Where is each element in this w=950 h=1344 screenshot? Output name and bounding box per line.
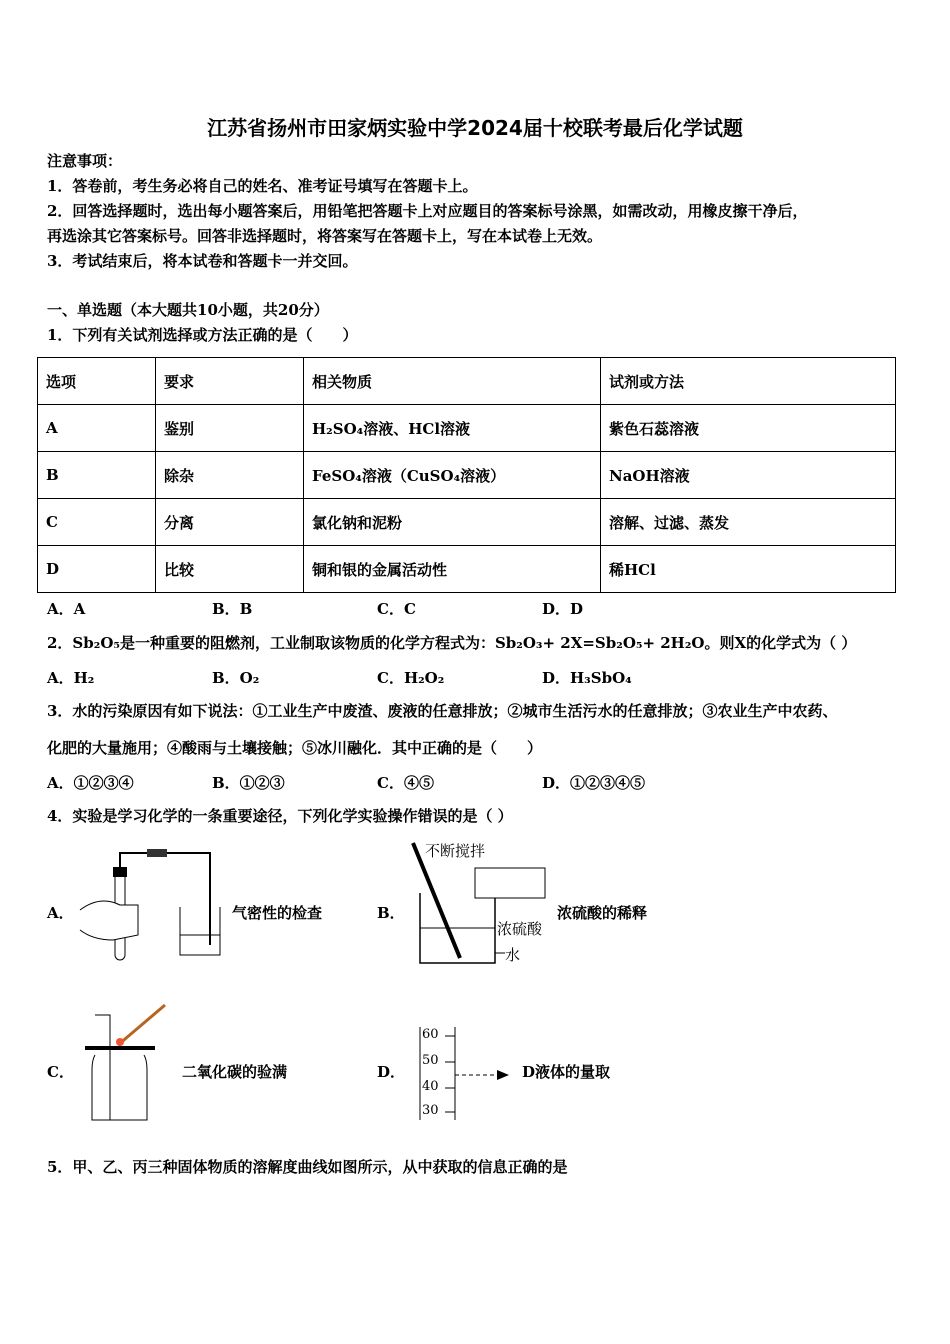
- q2-stem: 2．Sb₂O₅是一种重要的阻燃剂，工业制取该物质的化学方程式为：Sb₂O₃+ 2X=Sb₂O₅+ 2H₂O。则X的化学式为（ ）: [47, 634, 857, 652]
- q3-stem: 3．水的污染原因有如下说法：①工业生产中废渣、废液的任意排放；②城市生活污水的任意排放；③农业生产中农药、: [47, 702, 838, 720]
- q4-b-acid-label: 浓硫酸: [497, 920, 543, 938]
- table-cell: A: [38, 405, 156, 452]
- table-cell: 除杂: [156, 452, 304, 499]
- q2-option-b: B．O₂: [212, 669, 260, 687]
- q1-option-a: A．A: [47, 600, 86, 618]
- q4-d-label: D．: [377, 1063, 406, 1081]
- table-cell: FeSO₄溶液（CuSO₄溶液）: [304, 452, 601, 499]
- tick-label: 40: [422, 1079, 439, 1094]
- notice-item: 再选涂其它答案标号。回答非选择题时，将答案写在答题卡上，写在本试卷上无效。: [47, 227, 603, 245]
- q3-stem-cont: 化肥的大量施用；④酸雨与土壤接触；⑤冰川融化．其中正确的是（ ）: [47, 739, 543, 757]
- table-cell: D: [38, 546, 156, 593]
- q4-b-label: B．: [377, 904, 405, 922]
- table-header: 相关物质: [304, 358, 601, 405]
- table-cell: C: [38, 499, 156, 546]
- q4-c-text: 二氧化碳的验满: [182, 1063, 288, 1081]
- table-row: [38, 452, 896, 499]
- table-cell: 比较: [156, 546, 304, 593]
- q2-option-d: D．H₃SbO₄: [542, 669, 632, 687]
- tick-label: 60: [422, 1027, 439, 1042]
- page-title: 江苏省扬州市田家炳实验中学2024届十校联考最后化学试题: [207, 116, 743, 140]
- table-cell: 鉴别: [156, 405, 304, 452]
- notice-item: 2．回答选择题时，选出每小题答案后，用铅笔把答题卡上对应题目的答案标号涂黑，如需改动，用橡皮擦干净后，: [47, 202, 808, 220]
- table-row: [38, 405, 896, 452]
- q3-option-b: B．①②③: [212, 774, 285, 792]
- co2-check-figure: [80, 1000, 170, 1130]
- q4-stem: 4．实验是学习化学的一条重要途径，下列化学实验操作错误的是（ ）: [47, 807, 513, 825]
- table-cell: 氯化钠和泥粉: [304, 499, 601, 546]
- q1-table: [37, 357, 896, 593]
- notice-item: 3．考试结束后，将本试卷和答题卡一并交回。: [47, 252, 358, 270]
- table-header: 试剂或方法: [601, 358, 896, 405]
- q4-b-stir-label: 不断搅拌: [425, 842, 486, 860]
- q1-option-b: B．B: [212, 600, 253, 618]
- q3-option-a: A．①②③④: [47, 774, 134, 792]
- table-cell: 稀HCl: [601, 546, 896, 593]
- table-header-row: [38, 358, 896, 405]
- q4-a-text: 气密性的检查: [232, 904, 323, 922]
- notice-item: 1．答卷前，考生务必将自己的姓名、准考证号填写在答题卡上。: [47, 177, 478, 195]
- q3-option-c: C．④⑤: [377, 774, 434, 792]
- table-cell: NaOH溶液: [601, 452, 896, 499]
- table-cell: 紫色石蕊溶液: [601, 405, 896, 452]
- q1-option-d: D．D: [542, 600, 584, 618]
- q5-stem: 5．甲、乙、丙三种固体物质的溶解度曲线如图所示，从中获取的信息正确的是: [47, 1158, 568, 1176]
- q4-b-water-label: 水: [505, 946, 521, 964]
- tick-label: 30: [422, 1103, 439, 1118]
- tick-label: 50: [422, 1053, 439, 1068]
- notice-heading: 注意事项：: [47, 152, 123, 170]
- table-cell: 分离: [156, 499, 304, 546]
- table-cell: 溶解、过滤、蒸发: [601, 499, 896, 546]
- table-cell: B: [38, 452, 156, 499]
- q4-b-text: 浓硫酸的稀释: [557, 904, 648, 922]
- q2-option-c: C．H₂O₂: [377, 669, 445, 687]
- q2-option-a: A．H₂: [47, 669, 95, 687]
- table-header: 要求: [156, 358, 304, 405]
- table-header: 选项: [38, 358, 156, 405]
- table-cell: H₂SO₄溶液、HCl溶液: [304, 405, 601, 452]
- section-heading: 一、单选题（本大题共10小题，共20分）: [47, 301, 329, 319]
- airtightness-check-figure: [75, 845, 230, 965]
- table-row: [38, 499, 896, 546]
- q4-c-label: C．: [47, 1063, 74, 1081]
- table-cell: 铜和银的金属活动性: [304, 546, 601, 593]
- q4-d-text: D液体的量取: [522, 1063, 611, 1081]
- q1-stem: 1．下列有关试剂选择或方法正确的是（ ）: [47, 326, 358, 344]
- q3-option-d: D．①②③④⑤: [542, 774, 646, 792]
- q1-option-c: C．C: [377, 600, 416, 618]
- table-row: [38, 546, 896, 593]
- q4-a-label: A．: [47, 904, 74, 922]
